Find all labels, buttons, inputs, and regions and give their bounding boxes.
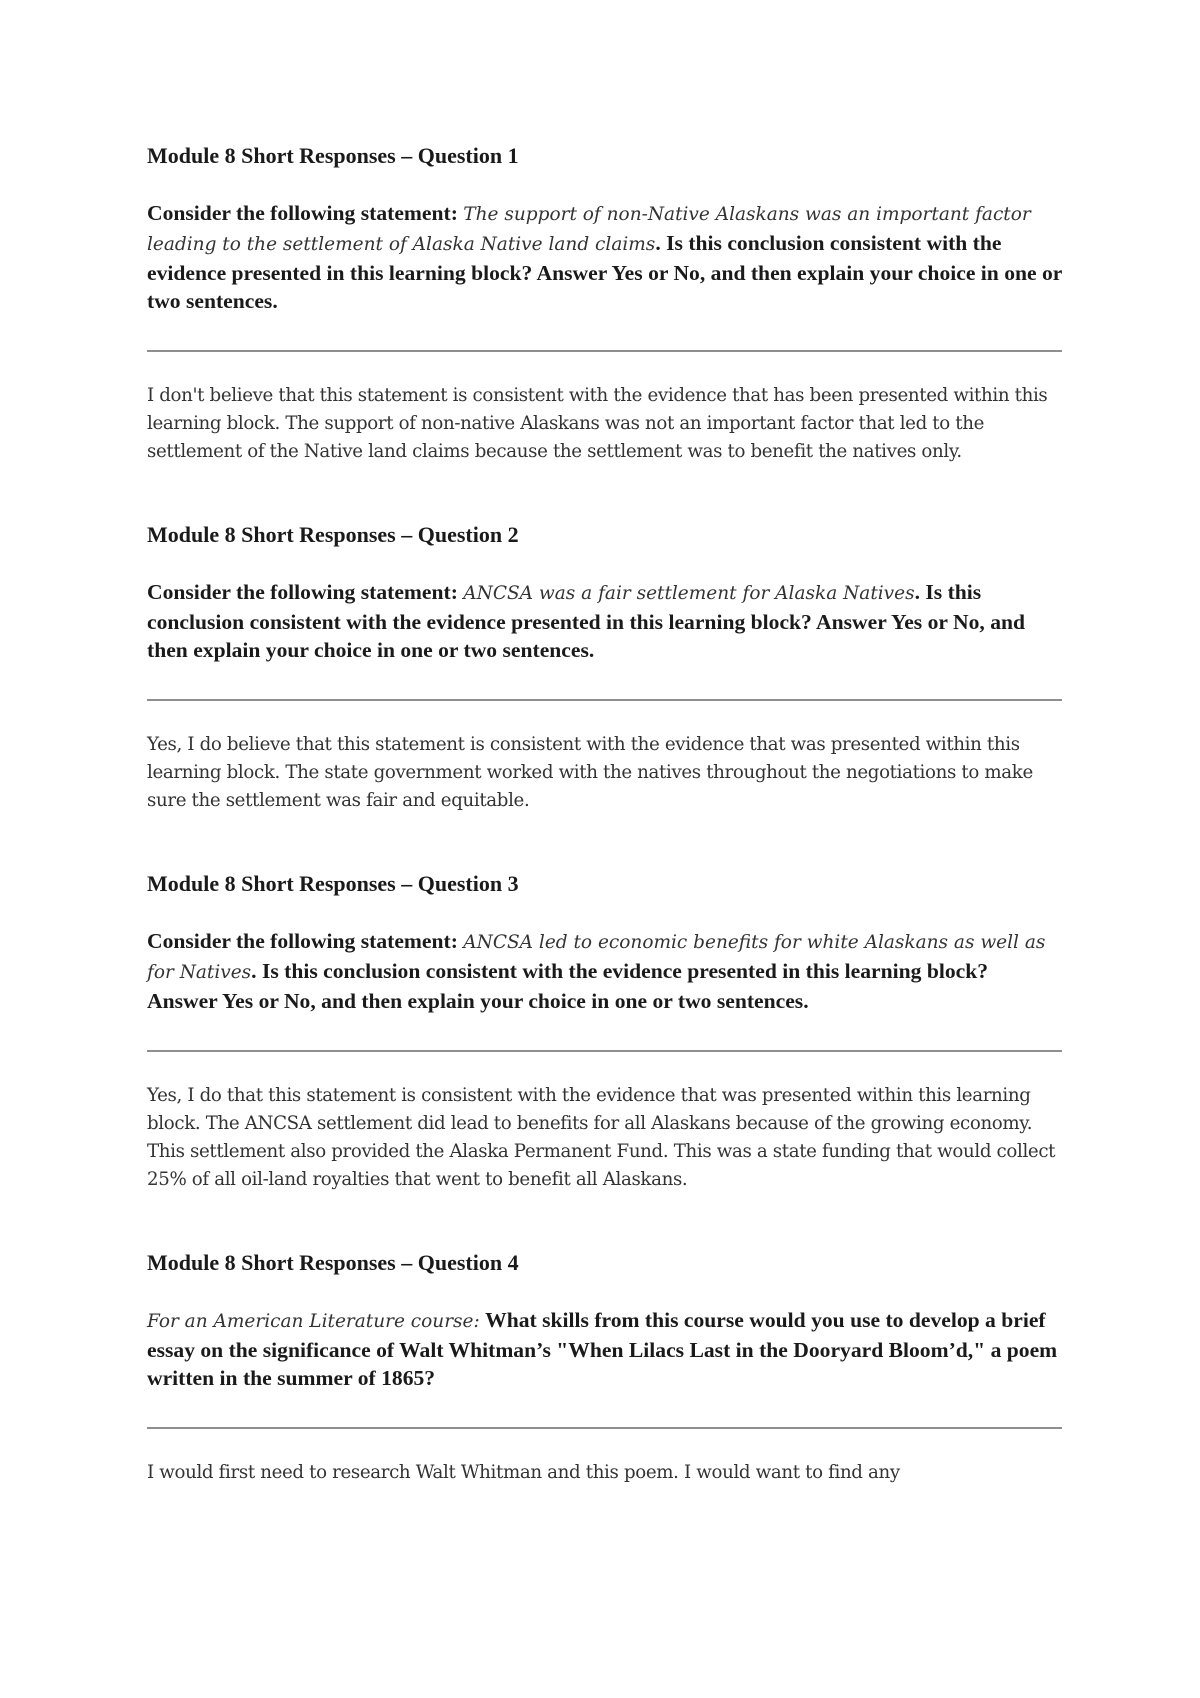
- question-3-divider: [147, 1050, 1062, 1052]
- question-1-answer: I don't believe that this statement is consistent with the evidence that has been presented within this learning block. The support of non-native Alaskans was not an important factor that led to the settlement of the Native land claims because the settlement was to benefit the natives only.: [147, 385, 1048, 462]
- question-3-heading: Module 8 Short Responses – Question 3: [147, 871, 519, 896]
- question-4-prompt: [147, 1306, 1062, 1392]
- question-2-prompt-lead: Consider the following statement:: [147, 580, 458, 604]
- question-2-prompt-statement: ANCSA was a fair settlement for Alaska Natives: [463, 583, 915, 604]
- question-1-prompt-statement: The support of non-Native Alaskans was an important factor leading to the settlement of Alaska Native land claims: [147, 204, 1031, 255]
- question-3-prompt-lead: Consider the following statement:: [147, 929, 458, 953]
- question-3-section: [147, 870, 1062, 1194]
- question-4-divider: [147, 1427, 1062, 1429]
- question-3-prompt-statement: ANCSA led to economic benefits for white Alaskans as well as for Natives: [147, 932, 1046, 983]
- question-4-heading: Module 8 Short Responses – Question 4: [147, 1250, 519, 1275]
- question-1-prompt-question: . Is this conclusion consistent with the evidence presented in this learning block? Answer Yes or No, and then explain your choice in one or two sentences.: [147, 231, 1062, 313]
- question-2-heading: Module 8 Short Responses – Question 2: [147, 522, 519, 547]
- question-3-prompt-question: . Is this conclusion consistent with the evidence presented in this learning block? Answer Yes or No, and then explain your choice in one or two sentences.: [147, 959, 989, 1013]
- question-2-prompt: [147, 578, 1062, 664]
- question-3-prompt: [147, 927, 1062, 1015]
- question-2-section: [147, 521, 1062, 815]
- question-4-prompt-question: What skills from this course would you use to develop a brief essay on the significance of Walt Whitman’s "When Lilacs Last in the Dooryard Bloom’d," a poem written in the summer of 1865?: [147, 1308, 1058, 1390]
- question-1-heading: Module 8 Short Responses – Question 1: [147, 143, 519, 168]
- question-1-prompt: [147, 199, 1062, 315]
- question-4-prompt-lead: For an American Literature course:: [147, 1311, 480, 1332]
- question-1-section: [147, 142, 1062, 466]
- document-page: [147, 142, 1062, 1487]
- question-4-answer: I would first need to research Walt Whitman and this poem. I would want to find any: [147, 1462, 900, 1483]
- question-1-prompt-lead: Consider the following statement:: [147, 201, 458, 225]
- question-4-section: [147, 1249, 1062, 1487]
- question-2-answer: Yes, I do believe that this statement is consistent with the evidence that was presented within this learning block. The state government worked with the natives throughout the negotiations to make sure the settlement was fair and equitable.: [147, 734, 1033, 811]
- question-1-divider: [147, 350, 1062, 352]
- question-2-divider: [147, 699, 1062, 701]
- question-3-answer: Yes, I do that this statement is consistent with the evidence that was presented within this learning block. The ANCSA settlement did lead to benefits for all Alaskans because of the growing economy. This settlement also provided the Alaska Permanent Fund. This was a state funding that would collect 25% of all oil-land royalties that went to benefit all Alaskans.: [147, 1085, 1056, 1190]
- question-2-prompt-question: . Is this conclusion consistent with the evidence presented in this learning block? Answer Yes or No, and then explain your choice in one or two sentences.: [147, 580, 1026, 662]
